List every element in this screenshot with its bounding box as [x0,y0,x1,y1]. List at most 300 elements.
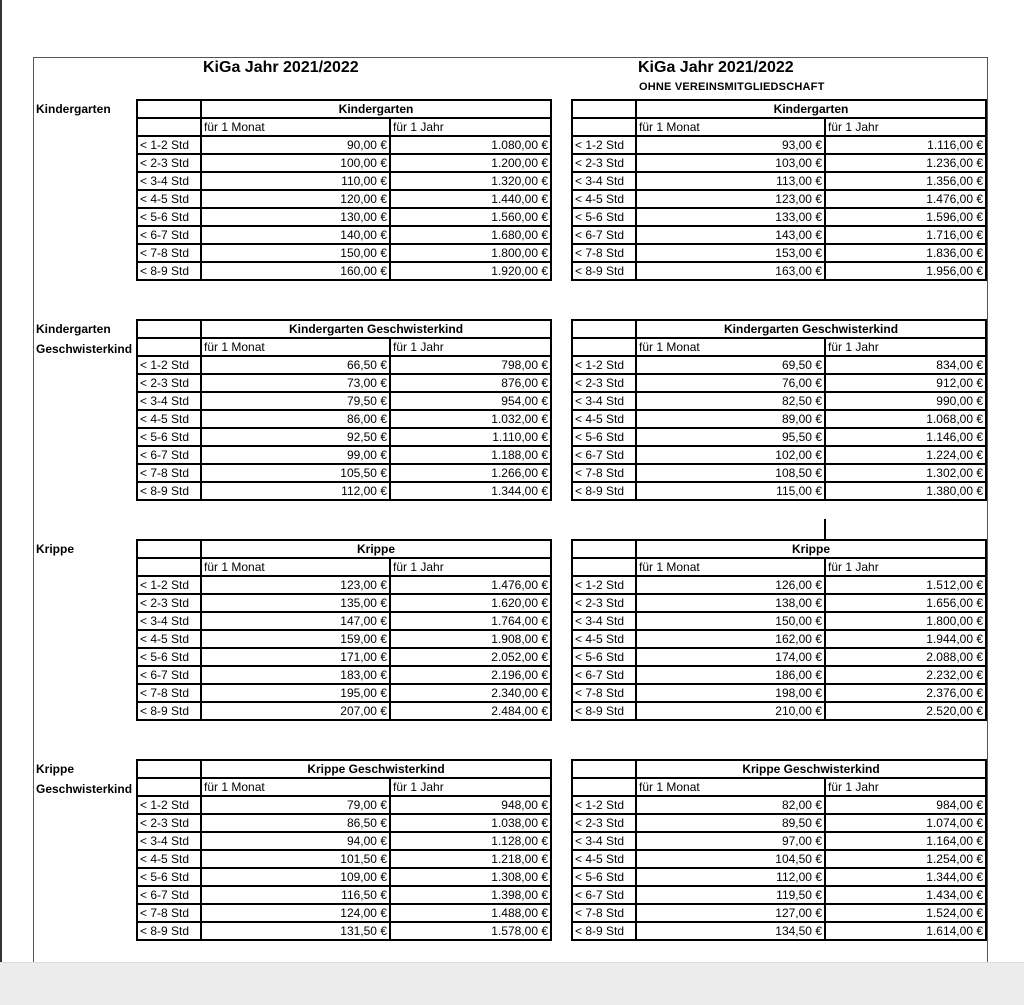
empty-cell [572,558,636,576]
monthly-price-cell: 86,50 € [201,814,390,832]
monthly-price-cell: 104,50 € [636,850,825,868]
monthly-price-cell: 138,00 € [636,594,825,612]
monthly-price-cell: 135,00 € [201,594,390,612]
section-label [36,319,132,359]
monthly-price-cell: 113,00 € [636,172,825,190]
hours-cell: < 8-9 Std [137,262,201,280]
monthly-price-cell: 124,00 € [201,904,390,922]
table-row [572,356,986,374]
monthly-price-cell: 100,00 € [201,154,390,172]
section-label-line2: Geschwisterkind [36,342,133,356]
window-edge [0,0,2,1004]
yearly-price-cell: 1.476,00 € [390,576,551,594]
hours-cell: < 8-9 Std [137,702,201,720]
table-row [572,136,986,154]
nonmember-price-table [571,319,987,501]
monthly-price-cell: 116,50 € [201,886,390,904]
table-title: Kindergarten [636,100,986,118]
yearly-price-cell: 2.196,00 € [390,666,551,684]
empty-cell [137,540,201,558]
monthly-price-cell: 97,00 € [636,832,825,850]
column-header-row [137,338,551,356]
hours-cell: < 5-6 Std [572,868,636,886]
member-price-table [136,319,552,501]
yearly-price-cell: 948,00 € [390,796,551,814]
hours-cell: < 7-8 Std [572,244,636,262]
hours-cell: < 8-9 Std [572,482,636,500]
yearly-price-cell: 984,00 € [825,796,986,814]
hours-cell: < 1-2 Std [137,356,201,374]
monthly-price-cell: 159,00 € [201,630,390,648]
monthly-price-cell: 119,50 € [636,886,825,904]
yearly-price-cell: 2.376,00 € [825,684,986,702]
yearly-price-cell: 876,00 € [390,374,551,392]
column-header-month: für 1 Monat [636,558,825,576]
column-header-row [137,778,551,796]
monthly-price-cell: 120,00 € [201,190,390,208]
table-row [137,154,551,172]
yearly-price-cell: 1.836,00 € [825,244,986,262]
yearly-price-cell: 1.656,00 € [825,594,986,612]
table-row [137,594,551,612]
table-row [572,850,986,868]
hours-cell: < 2-3 Std [572,154,636,172]
monthly-price-cell: 123,00 € [636,190,825,208]
hours-cell: < 8-9 Std [572,702,636,720]
yearly-price-cell: 1.398,00 € [390,886,551,904]
monthly-price-cell: 90,00 € [201,136,390,154]
table-header-row [572,760,986,778]
monthly-price-cell: 133,00 € [636,208,825,226]
table-row [137,612,551,630]
monthly-price-cell: 94,00 € [201,832,390,850]
hours-cell: < 2-3 Std [137,374,201,392]
hours-cell: < 4-5 Std [137,630,201,648]
hours-cell: < 7-8 Std [137,684,201,702]
hours-cell: < 1-2 Std [572,796,636,814]
section-label-line1: Kindergarten [36,322,111,336]
hours-cell: < 5-6 Std [137,648,201,666]
nonmember-price-table [571,99,987,281]
monthly-price-cell: 134,50 € [636,922,825,940]
table-row [572,172,986,190]
table-row [572,576,986,594]
hours-cell: < 5-6 Std [137,208,201,226]
monthly-price-cell: 86,00 € [201,410,390,428]
table-row [572,702,986,720]
yearly-price-cell: 1.080,00 € [390,136,551,154]
table-row [572,666,986,684]
yearly-price-cell: 1.038,00 € [390,814,551,832]
hours-cell: < 8-9 Std [137,922,201,940]
empty-cell [137,338,201,356]
table-row [572,428,986,446]
monthly-price-cell: 102,00 € [636,446,825,464]
table-row [572,154,986,172]
monthly-price-cell: 147,00 € [201,612,390,630]
section-label-line2: Geschwisterkind [36,782,133,796]
column-header-month: für 1 Monat [201,338,390,356]
hours-cell: < 2-3 Std [572,814,636,832]
section-label-line1: Krippe [36,762,75,776]
hours-cell: < 1-2 Std [572,576,636,594]
yearly-price-cell: 1.302,00 € [825,464,986,482]
table-row [572,226,986,244]
yearly-price-cell: 954,00 € [390,392,551,410]
column-header-year: für 1 Jahr [825,338,986,356]
hours-cell: < 2-3 Std [137,814,201,832]
hours-cell: < 6-7 Std [572,446,636,464]
yearly-price-cell: 1.800,00 € [390,244,551,262]
empty-cell [137,558,201,576]
table-row [137,356,551,374]
table-row [137,648,551,666]
table-row [137,702,551,720]
viewer-footer [0,962,1024,1005]
column-header-month: für 1 Monat [201,558,390,576]
table-row [572,410,986,428]
monthly-price-cell: 160,00 € [201,262,390,280]
table-row [572,904,986,922]
hours-cell: < 5-6 Std [137,428,201,446]
section-label [36,759,132,799]
yearly-price-cell: 1.068,00 € [825,410,986,428]
column-header-year: für 1 Jahr [825,778,986,796]
table-title: Kindergarten [201,100,551,118]
yearly-price-cell: 1.920,00 € [390,262,551,280]
table-header-row [572,540,986,558]
table-row [572,374,986,392]
table-row [572,814,986,832]
hours-cell: < 6-7 Std [137,886,201,904]
empty-cell [572,338,636,356]
table-row [572,208,986,226]
yearly-price-cell: 1.224,00 € [825,446,986,464]
table-row [137,684,551,702]
table-row [137,868,551,886]
yearly-price-cell: 1.434,00 € [825,886,986,904]
yearly-price-cell: 2.520,00 € [825,702,986,720]
yearly-price-cell: 1.908,00 € [390,630,551,648]
monthly-price-cell: 171,00 € [201,648,390,666]
table-row [572,630,986,648]
yearly-price-cell: 1.164,00 € [825,832,986,850]
yearly-price-cell: 1.578,00 € [390,922,551,940]
empty-cell [137,778,201,796]
yearly-price-cell: 1.560,00 € [390,208,551,226]
yearly-price-cell: 2.484,00 € [390,702,551,720]
empty-cell [572,760,636,778]
monthly-price-cell: 163,00 € [636,262,825,280]
yearly-price-cell: 1.614,00 € [825,922,986,940]
yearly-price-cell: 1.596,00 € [825,208,986,226]
hours-cell: < 3-4 Std [572,832,636,850]
section-label-line1: Krippe [36,542,75,556]
hours-cell: < 5-6 Std [572,428,636,446]
hours-cell: < 5-6 Std [572,648,636,666]
yearly-price-cell: 1.320,00 € [390,172,551,190]
yearly-price-cell: 1.356,00 € [825,172,986,190]
hours-cell: < 4-5 Std [137,850,201,868]
table-row [572,482,986,500]
table-row [137,446,551,464]
table-row [572,868,986,886]
yearly-price-cell: 1.344,00 € [825,868,986,886]
monthly-price-cell: 66,50 € [201,356,390,374]
table-row [137,832,551,850]
yearly-price-cell: 834,00 € [825,356,986,374]
table-header-row [137,760,551,778]
yearly-price-cell: 1.128,00 € [390,832,551,850]
monthly-price-cell: 93,00 € [636,136,825,154]
monthly-price-cell: 140,00 € [201,226,390,244]
monthly-price-cell: 79,50 € [201,392,390,410]
hours-cell: < 3-4 Std [572,392,636,410]
table-row [137,666,551,684]
yearly-price-cell: 1.800,00 € [825,612,986,630]
nonmember-price-table [571,759,987,941]
empty-cell [137,100,201,118]
table-row [137,262,551,280]
table-row [137,576,551,594]
monthly-price-cell: 112,00 € [201,482,390,500]
monthly-price-cell: 126,00 € [636,576,825,594]
monthly-price-cell: 153,00 € [636,244,825,262]
column-header-year: für 1 Jahr [390,338,551,356]
monthly-price-cell: 131,50 € [201,922,390,940]
right-title: KiGa Jahr 2021/2022 [638,59,794,76]
yearly-price-cell: 1.266,00 € [390,464,551,482]
monthly-price-cell: 143,00 € [636,226,825,244]
monthly-price-cell: 79,00 € [201,796,390,814]
table-row [572,886,986,904]
hours-cell: < 4-5 Std [572,190,636,208]
column-header-month: für 1 Monat [636,338,825,356]
column-header-row [572,338,986,356]
hours-cell: < 2-3 Std [137,154,201,172]
table-row [572,464,986,482]
monthly-price-cell: 207,00 € [201,702,390,720]
yearly-price-cell: 1.236,00 € [825,154,986,172]
column-header-month: für 1 Monat [636,118,825,136]
yearly-price-cell: 2.232,00 € [825,666,986,684]
table-row [137,410,551,428]
table-row [572,832,986,850]
yearly-price-cell: 1.524,00 € [825,904,986,922]
monthly-price-cell: 115,00 € [636,482,825,500]
yearly-price-cell: 2.340,00 € [390,684,551,702]
table-row [572,612,986,630]
table-row [572,446,986,464]
column-header-month: für 1 Monat [201,118,390,136]
hours-cell: < 2-3 Std [137,594,201,612]
hours-cell: < 7-8 Std [572,684,636,702]
hours-cell: < 3-4 Std [572,172,636,190]
hours-cell: < 4-5 Std [137,410,201,428]
table-row [137,428,551,446]
monthly-price-cell: 186,00 € [636,666,825,684]
empty-cell [137,320,201,338]
table-row [137,208,551,226]
yearly-price-cell: 1.188,00 € [390,446,551,464]
hours-cell: < 7-8 Std [137,464,201,482]
hours-cell: < 1-2 Std [137,136,201,154]
monthly-price-cell: 162,00 € [636,630,825,648]
column-header-row [137,558,551,576]
table-row [137,172,551,190]
hours-cell: < 3-4 Std [137,612,201,630]
yearly-price-cell: 1.116,00 € [825,136,986,154]
table-header-row [572,320,986,338]
table-row [137,244,551,262]
column-header-month: für 1 Monat [636,778,825,796]
table-row [137,796,551,814]
section-label-line1: Kindergarten [36,102,111,116]
table-row [572,648,986,666]
empty-cell [572,540,636,558]
empty-cell [572,778,636,796]
table-row [137,850,551,868]
hours-cell: < 5-6 Std [572,208,636,226]
column-header-month: für 1 Monat [201,778,390,796]
yearly-price-cell: 1.380,00 € [825,482,986,500]
hours-cell: < 1-2 Std [137,576,201,594]
yearly-price-cell: 1.716,00 € [825,226,986,244]
hours-cell: < 2-3 Std [572,594,636,612]
yearly-price-cell: 1.074,00 € [825,814,986,832]
table-title: Kindergarten Geschwisterkind [636,320,986,338]
table-row [137,392,551,410]
monthly-price-cell: 130,00 € [201,208,390,226]
table-row [137,922,551,940]
table-row [137,136,551,154]
divider-line [824,519,826,539]
hours-cell: < 3-4 Std [137,392,201,410]
yearly-price-cell: 1.200,00 € [390,154,551,172]
yearly-price-cell: 1.764,00 € [390,612,551,630]
empty-cell [137,118,201,136]
member-price-table [136,99,552,281]
monthly-price-cell: 123,00 € [201,576,390,594]
table-row [572,190,986,208]
table-row [137,630,551,648]
column-header-row [572,558,986,576]
hours-cell: < 7-8 Std [137,904,201,922]
table-row [137,482,551,500]
hours-cell: < 4-5 Std [137,190,201,208]
table-row [137,886,551,904]
empty-cell [137,760,201,778]
monthly-price-cell: 110,00 € [201,172,390,190]
yearly-price-cell: 1.344,00 € [390,482,551,500]
hours-cell: < 7-8 Std [137,244,201,262]
yearly-price-cell: 1.308,00 € [390,868,551,886]
table-header-row [137,100,551,118]
monthly-price-cell: 174,00 € [636,648,825,666]
table-header-row [137,540,551,558]
table-row [137,226,551,244]
column-header-row [572,778,986,796]
hours-cell: < 6-7 Std [137,666,201,684]
hours-cell: < 1-2 Std [572,356,636,374]
column-header-year: für 1 Jahr [390,118,551,136]
yearly-price-cell: 1.620,00 € [390,594,551,612]
hours-cell: < 8-9 Std [572,922,636,940]
right-subtitle: OHNE VEREINSMITGLIEDSCHAFT [639,81,825,93]
column-header-year: für 1 Jahr [825,558,986,576]
yearly-price-cell: 2.052,00 € [390,648,551,666]
monthly-price-cell: 89,50 € [636,814,825,832]
hours-cell: < 7-8 Std [572,464,636,482]
monthly-price-cell: 82,00 € [636,796,825,814]
table-row [137,374,551,392]
table-header-row [572,100,986,118]
left-title: KiGa Jahr 2021/2022 [203,59,359,76]
column-header-year: für 1 Jahr [390,558,551,576]
monthly-price-cell: 73,00 € [201,374,390,392]
section-label [36,539,74,559]
member-price-table [136,539,552,721]
hours-cell: < 6-7 Std [137,226,201,244]
table-title: Krippe [201,540,551,558]
monthly-price-cell: 89,00 € [636,410,825,428]
table-row [137,464,551,482]
monthly-price-cell: 108,50 € [636,464,825,482]
column-header-row [137,118,551,136]
monthly-price-cell: 95,50 € [636,428,825,446]
yearly-price-cell: 1.680,00 € [390,226,551,244]
hours-cell: < 6-7 Std [572,226,636,244]
yearly-price-cell: 1.512,00 € [825,576,986,594]
table-row [572,796,986,814]
monthly-price-cell: 92,50 € [201,428,390,446]
table-header-row [137,320,551,338]
yearly-price-cell: 1.440,00 € [390,190,551,208]
monthly-price-cell: 99,00 € [201,446,390,464]
table-title: Krippe [636,540,986,558]
yearly-price-cell: 1.254,00 € [825,850,986,868]
table-title: Krippe Geschwisterkind [636,760,986,778]
monthly-price-cell: 183,00 € [201,666,390,684]
hours-cell: < 4-5 Std [572,630,636,648]
empty-cell [572,100,636,118]
hours-cell: < 2-3 Std [572,374,636,392]
monthly-price-cell: 82,50 € [636,392,825,410]
monthly-price-cell: 195,00 € [201,684,390,702]
monthly-price-cell: 150,00 € [636,612,825,630]
yearly-price-cell: 1.110,00 € [390,428,551,446]
table-row [137,814,551,832]
table-title: Kindergarten Geschwisterkind [201,320,551,338]
monthly-price-cell: 210,00 € [636,702,825,720]
member-price-table [136,759,552,941]
table-row [572,922,986,940]
table-row [137,904,551,922]
yearly-price-cell: 798,00 € [390,356,551,374]
table-row [572,594,986,612]
yearly-price-cell: 1.218,00 € [390,850,551,868]
table-title: Krippe Geschwisterkind [201,760,551,778]
hours-cell: < 6-7 Std [137,446,201,464]
hours-cell: < 3-4 Std [572,612,636,630]
table-row [572,684,986,702]
yearly-price-cell: 2.088,00 € [825,648,986,666]
yearly-price-cell: 1.146,00 € [825,428,986,446]
hours-cell: < 8-9 Std [572,262,636,280]
empty-cell [572,320,636,338]
hours-cell: < 6-7 Std [572,886,636,904]
monthly-price-cell: 112,00 € [636,868,825,886]
